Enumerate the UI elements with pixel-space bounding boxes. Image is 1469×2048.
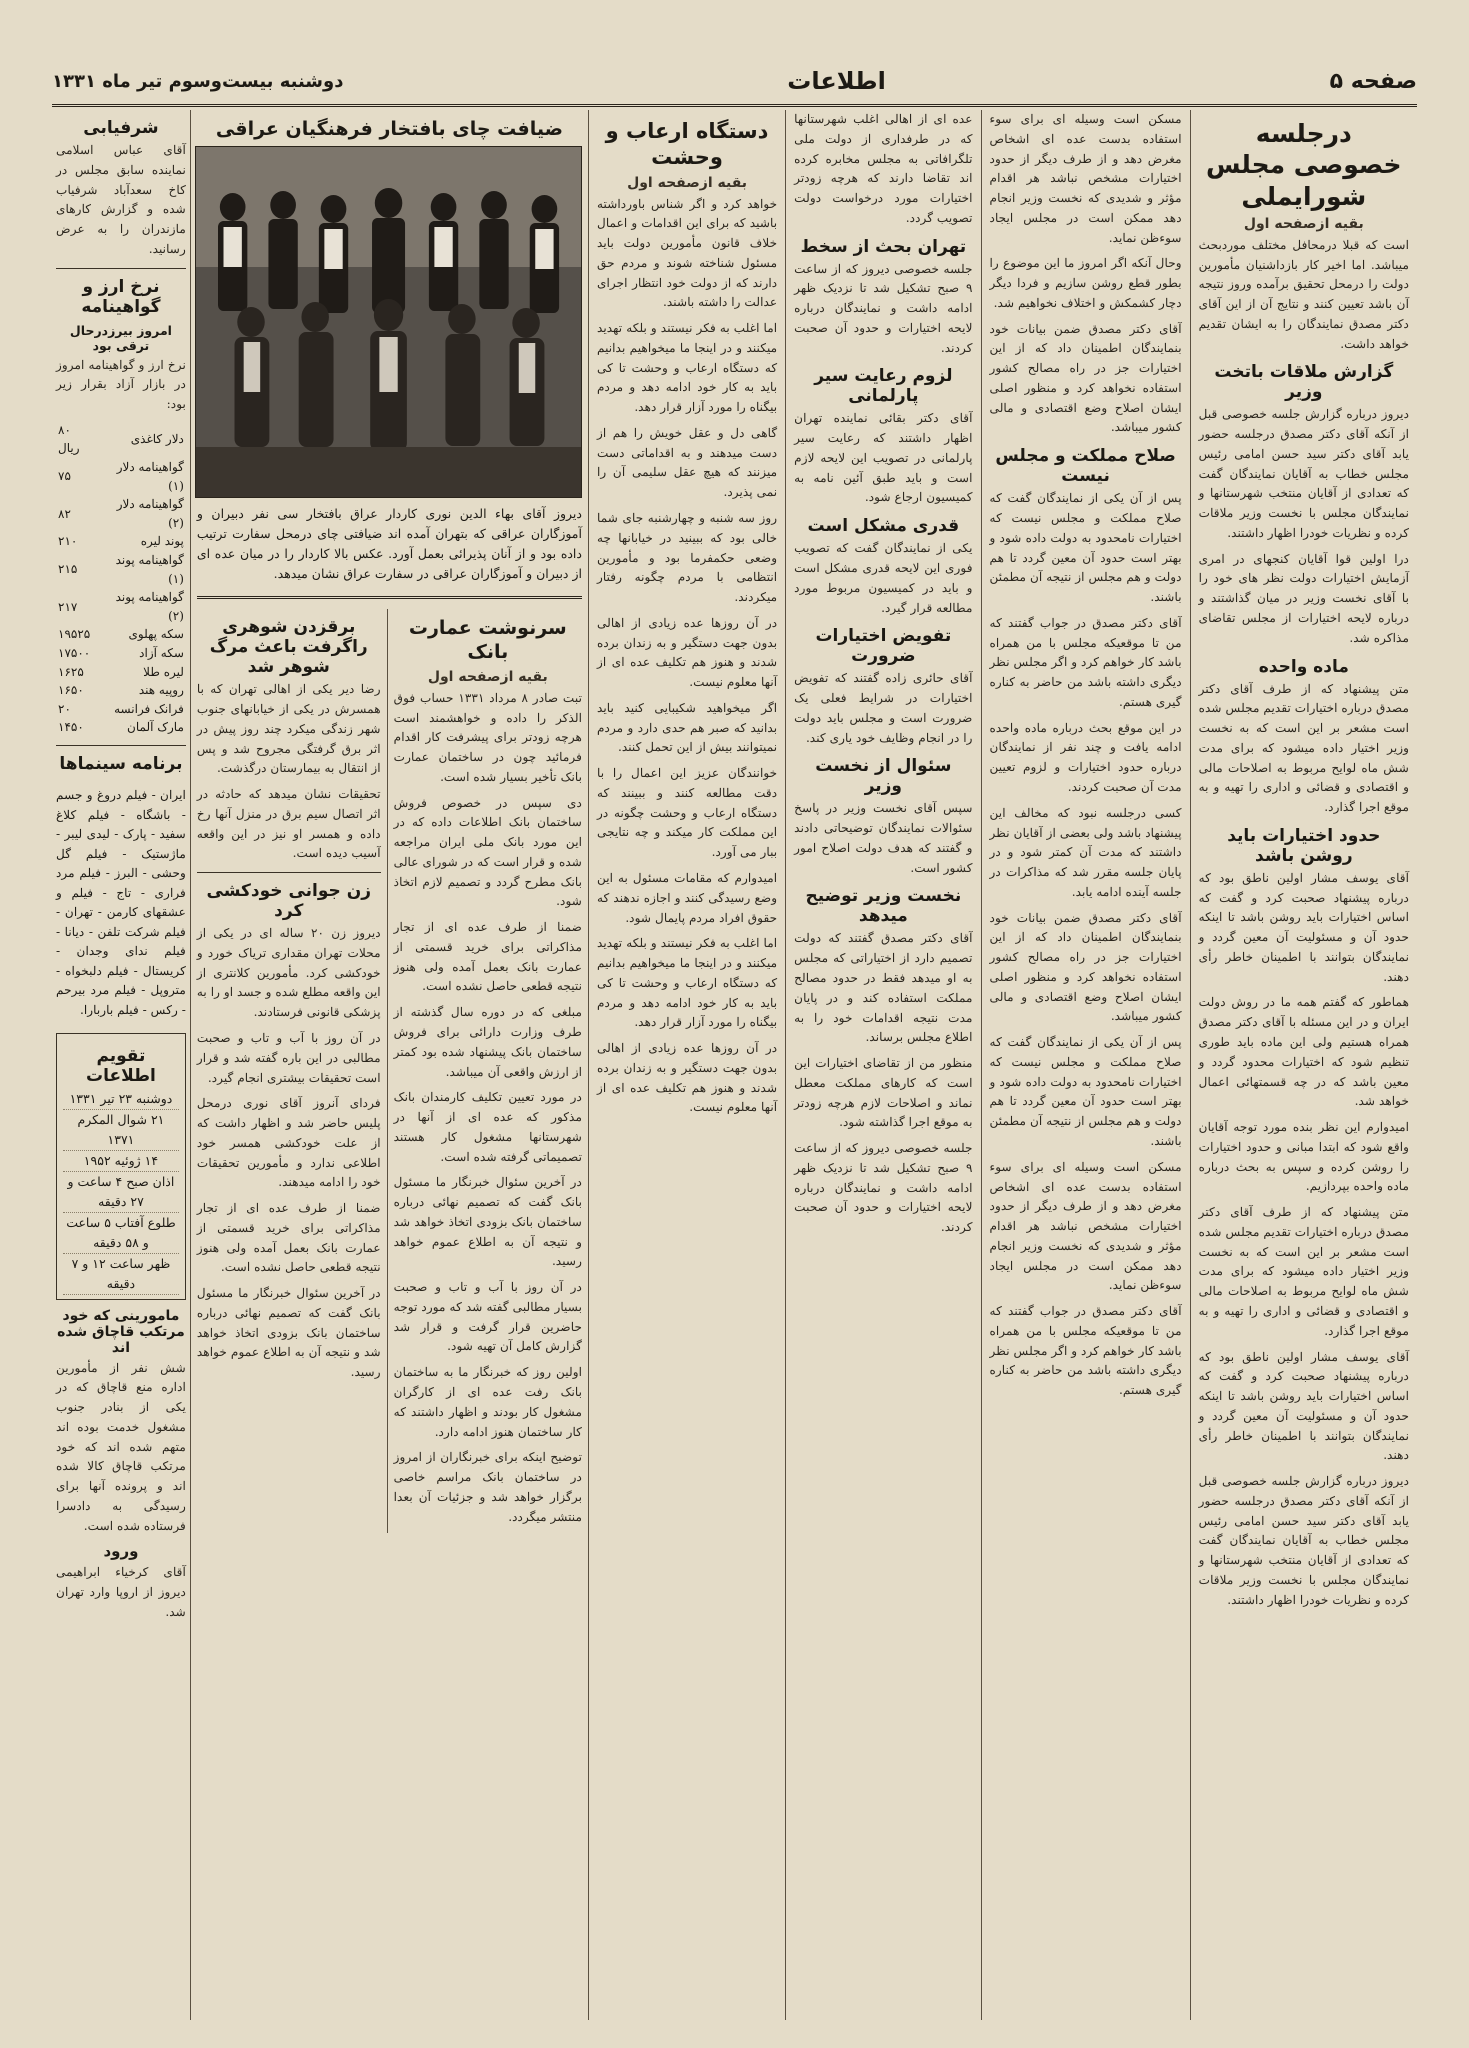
article-paragraph: رضا دیر یکی از اهالی تهران که با همسرش در یکی از خیابانهای جنوب شهر زندگی میکرد چند روز پیش در اثر برق گرفتگی مجروح شد و پس از انتقال به بیمارستان درگذشت. (196, 682, 381, 776)
article-paragraph: مسکن است وسیله ای برای سوء استفاده بدست عده ای اشخاص مغرض دهد و از طرف دیگر از حدود اختیارات مشخص نباشد هر اقدام مؤثر و شدیدی که نخست وزیر انجام دهد ممکن است در مجلس ایجاد سوءظن نماید. (989, 1159, 1182, 1293)
headline-parliament: درجلسه خصوصی مجلس شورایملی (1206, 119, 1402, 211)
story1-headline: برقزدن شوهری راگرفت باعث مرگ شوهر شد (209, 617, 368, 678)
rate-label: گواهینامه دلار (۲) (116, 497, 184, 530)
photo-headline: ضیافت چای بافتخار فرهنگیان عراقی (215, 118, 563, 140)
article-paragraph: اما اغلب به فکر نیستند و بلکه تهدید میکنند و در اینجا ما میخواهیم بدانیم که دستگاه ارعاب و وحشت تا کی باید به کار خود ادامه دهد و مردم بیگناه را مورد آزار قرار دهد. (596, 321, 778, 415)
article-paragraph: اگر میخواهید شکیبایی کنید باید بدانید که صبر هم حدی دارد و مردم نمیتوانند بیش از این تحمل کنند. (596, 700, 778, 755)
article-paragraph: آقای عباس اسلامی نماینده سابق مجلس در کاخ سعدآباد شرفیاب شده و گزارش کارهای مازندران را به عرض رسانید. (56, 143, 186, 256)
article-paragraph: دیروز درباره گزارش جلسه خصوصی قبل از آنکه آقای دکتر مصدق درجلسه حضور یابد آقای دکتر سید حسن امامی رئیس مجلس خطاب به آقایان نمایندگان گفت که تعدادی از آقایان منتخب شهرستانها و نمایندگان مجلس با نخست وزیر ملاقات کرده و نظریات خودرا اظهار داشتند. (1198, 407, 1409, 540)
rate-label: گواهینامه پوند (۱) (115, 553, 184, 586)
calendar-line: دوشنبه ۲۳ تیر ۱۳۳۱ (63, 1089, 179, 1110)
article-paragraph: در آخرین سئوال خبرنگار ما مسئول بانک گفت که تصمیم نهائی درباره ساختمان بانک بزودی اتخاذ خواهد شد و نتیجه آن به اطلاع عموم خواهد رسید. (393, 1175, 582, 1269)
article-paragraph: متن پیشنهاد که از طرف آقای دکتر مصدق درباره اختیارات تقدیم مجلس شده است مشعر بر این است که به نخست وزیر اختیار داده میشود که برای مدت شش ماه لوایح مربوط به اصلاحات مالی و اقتصادی و قضائی و اداری را تهیه و به موقع اجرا گذارد. (1198, 681, 1409, 815)
calendar-box (56, 1033, 186, 1300)
cinema-program: ایران - فیلم دروغ و جسم - باشگاه - فیلم کلاغ سفید - پارک - لیدی لیبر - ماژستیک - فیلم گل وحشی - البرز - فیلم مرد فراری - تاج - فیلم و عشقهای کارمن - تهران - فیلم شرکت تلفن - دیانا - فیلم ندای وجدان - کریستال - فیلم دلبخواه - متروپل - فیلم مرد بیرحم - رکس - فیلم باربارا. (56, 788, 186, 1017)
rates-subtitle: امروز بیرزدرحال ترقی بود (69, 322, 172, 353)
calendar-title: تقویم اطلاعات (86, 1045, 156, 1086)
article-paragraph: آقای یوسف مشار اولین ناطق بود که درباره پیشنهاد صحبت کرد و گفت که اساس اختیارات باید روشن باشد تا اینکه حدود آن و مسئولیت آن معین گردد و نمایندگان بتوانند با اطمینان خاطر رأی دهند. (1198, 870, 1409, 984)
divider (197, 596, 582, 599)
article-paragraph: خوانندگان عزیز این اعمال را با دقت مطالعه کنند و ببینند که دستگاه ارعاب و وحشت چگونه در این مملکت کار میکند و چه نتایجی ببار می آورد. (596, 766, 778, 860)
rates-note: نرخ ارز و گواهینامه امروز در بازار آزاد بقرار زیر بود: (56, 357, 186, 412)
article-paragraph: آقای دکتر مصدق در جواب گفتند که من تا موقعیکه مجلس با من همراه باشد کار خواهم کرد و اگر مجلس نظر دیگری داشته باشد من حاضر به کناره گیری هستم. (989, 615, 1182, 709)
cinema-program-title: برنامه سینماها (59, 753, 183, 774)
rate-row (56, 551, 186, 588)
rate-value: ۱۶۲۵ (58, 664, 84, 679)
article-paragraph: جلسه خصوصی دیروز که از ساعت ۹ صبح تشکیل شد تا نزدیک ظهر ادامه داشت و نمایندگان درباره لایحه اختیارات و حدود آن صحبت کردند. (794, 1141, 973, 1235)
group-photo (195, 146, 582, 498)
rate-row (56, 588, 186, 625)
article-paragraph: روز سه شنبه و چهارشنبه جای شما خالی بود که ببینید در خیابانها چه وضعی حکمفرما بود و مأمورین انتظامی با مردم چگونه رفتار میکردند. (596, 510, 778, 605)
audience-headline: شرفیابی (83, 118, 159, 138)
rate-label: فرانک فرانسه (114, 701, 184, 716)
rate-value: ۷۵ (58, 469, 71, 484)
article-paragraph: در آن روز با آب و تاب و صحبت بسیار مطالبی گفته شد که مورد توجه حاضرین قرار گرفت و قرار شد گزارش کامل آن تهیه شود. (393, 1280, 582, 1354)
article-paragraph: امیدوارم که مقامات مسئول به این وضع رسیدگی کنند و اجازه ندهند که حقوق افراد مردم پایمال شود. (596, 871, 778, 925)
column-parliament (1190, 110, 1417, 2020)
rate-value: ۲۰ (58, 701, 71, 716)
column-parliament-continued (981, 110, 1190, 2020)
story2-headline: زن جوانی خودکشی کرد (206, 881, 372, 922)
article-paragraph: آقای دکتر مصدق ضمن بیانات خود بنمایندگان اطمینان داد که از این اختیارات جز در راه مصالح کشور استفاده نخواهد کرد و منظور اصلی ایشان اصلاح وضع اقتصادی و مالی کشور میباشد. (989, 910, 1182, 1024)
article-paragraph: گاهی دل و عقل خویش را هم از دست میدهند و به اقداماتی دست میزنند که هیچ عقل سلیمی آن را نمی پذیرد. (596, 425, 778, 500)
calendar-line: ظهر ساعت ۱۲ و ۷ دقیقه (63, 1254, 179, 1295)
rate-row (56, 625, 186, 644)
rate-value: ۱۶۵۰ (58, 683, 84, 698)
rate-value: ۲۱۷ (58, 599, 78, 614)
calendar-line: ۲۱ شوال المکرم ۱۳۷۱ (63, 1110, 179, 1151)
rate-row (56, 458, 186, 495)
article-paragraph: دیروز زن ۲۰ ساله ای در یکی از محلات تهران مقداری تریاک خورد و خودکشی کرد. مأمورین کلانتری از این واقعه مطلع شده و جسد او را به پزشکی قانونی فرستادند. (196, 926, 381, 1020)
rate-label: لیره طلا (143, 664, 184, 679)
continued-label: بقیه ازصفحه اول (1243, 215, 1364, 232)
rates-title: نرخ ارز و گواهینامه (81, 276, 161, 317)
article-paragraph: مبلغی که در دوره سال گذشته از طرف وزارت دارائی برای فروش ساختمان بانک پیشنهاد شده بود کمتر از ارزش واقعی آن میباشد. (393, 1005, 582, 1079)
article-paragraph: آقای یوسف مشار اولین ناطق بود که درباره پیشنهاد صحبت کرد و گفت که اساس اختیارات باید روشن باشد تا اینکه حدود آن و مسئولیت آن معین گردد و نمایندگان بتوانند با اطمینان خاطر رأی دهند. (1198, 1349, 1409, 1463)
continued-label: بقیه ازصفحه اول (427, 668, 548, 685)
article-paragraph: آقای دکتر مصدق در جواب گفتند که من تا موقعیکه مجلس با من همراه باشد کار خواهم کرد و اگر مجلس نظر دیگری داشته باشد من حاضر به کناره گیری هستم. (989, 1304, 1182, 1398)
article-paragraph: تبت صادر ۸ مرداد ۱۳۳۱ حساب فوق الذکر را داده و خواهشمند است هرچه زودتر برای پیشرفت کار اقدام فرمائید چون در ساختمان عمارت بانک تأخیر بسیار شده است. (393, 690, 582, 784)
rate-value: ۱۹۵۲۵ (58, 627, 91, 642)
article-paragraph: متن پیشنهاد که از طرف آقای دکتر مصدق درباره اختیارات تقدیم مجلس شده است مشعر بر این است که به نخست وزیر اختیار داده میشود که برای مدت شش ماه لوایح مربوط به اصلاحات مالی و اقتصادی و قضائی و اداری را تهیه و به موقع اجرا گذارد. (1198, 1205, 1409, 1338)
page-number: صفحه ۵ (1329, 68, 1417, 94)
rate-value: ۸۰ ریال (58, 422, 80, 456)
photo-figures (196, 147, 581, 497)
rate-row (56, 495, 186, 532)
article-paragraph: آقای دکتر بقائی نماینده تهران اظهار داشتند که رعایت سیر پارلمانی در تصویب این لایحه لازم است و باید طبق آئین نامه به کمیسیون ارجاع شود. (794, 411, 973, 505)
article-paragraph: مسکن است وسیله ای برای سوء استفاده بدست عده ای اشخاص مغرض دهد و از طرف دیگر از حدود اختیارات مشخص نباشد هر اقدام مؤثر و شدیدی که نخست وزیر انجام دهد ممکن است در مجلس ایجاد سوءظن نماید. (989, 112, 1182, 245)
subheading: قدری مشکل است (807, 516, 960, 537)
article-paragraph: کسی درجلسه نبود که مخالف این پیشنهاد باشد ولی بعضی از آقایان نظر داشتند که مدت آن کمتر شود و در پایان جلسه مقرر شد که مذاکرات در جلسه آینده ادامه یابد. (989, 805, 1182, 899)
article-paragraph: اما اغلب به فکر نیستند و بلکه تهدید میکنند و در اینجا ما میخواهیم بدانیم که دستگاه ارعاب و وحشت تا کی باید به کار خود ادامه دهد و مردم بیگناه را مورد آزار قرار دهد. (596, 936, 778, 1030)
rate-label: پوند لیره (140, 534, 184, 549)
column-briefs (52, 110, 190, 2020)
article-paragraph: وحال آنکه اگر امروز ما این موضوع را بطور قطع روشن سازیم و فردا دیگر دچار کشمکش و اختلاف نخواهیم شد. (989, 256, 1182, 310)
article-paragraph: آقای کرخیاء ابراهیمی دیروز از اروپا وارد تهران شد. (56, 1565, 186, 1619)
article-paragraph: منظور من از تقاضای اختیارات این است که کارهای مملکت معطل نماند و اصلاحات لازم هرچه زودتر به موقع اجرا گذاشته شود. (794, 1056, 973, 1130)
article-paragraph: ضمنا از طرف عده ای از تجار مذاکراتی برای خرید قسمتی از عمارت بانک بعمل آمده ولی هنوز نتیجه قطعی حاصل نشده است. (196, 1201, 381, 1275)
subheading: تفویض اختیارات ضرورت (815, 626, 952, 667)
article-paragraph: تحقیقات نشان میدهد که حادثه در اثر اتصال سیم برق در منزل آنها رخ داده و همسر او نیز در این واقعه آسیب دیده است. (196, 787, 381, 861)
short-stories (197, 609, 387, 1533)
article-paragraph: پس از آن یکی از نمایندگان گفت که صلاح مملکت و مجلس نیست که اختیارات نامحدود به دولت داده شود و بهتر است حدود آن معین گردد تا هم دولت و هم مجلس از نتیجه آن مطمئن باشند. (989, 1035, 1182, 1148)
officials-headline: مامورینی که خود مرتکب قاچاق شده اند (57, 1307, 185, 1356)
rate-label: روپیه هند (138, 683, 184, 698)
article-paragraph: جلسه خصوصی دیروز که از ساعت ۹ صبح تشکیل شد تا نزدیک ظهر ادامه داشت و نمایندگان درباره لایحه اختیارات و حدود آن صحبت کردند. (794, 261, 973, 355)
headline-terror: دستگاه ارعاب و وحشت (605, 119, 769, 170)
article-paragraph: توضیح اینکه برای خبرنگاران از امروز در ساختمان بانک مراسم خاصی برگزار خواهد شد و جزئیات آن بعدا منتشر میگردد. (393, 1450, 582, 1524)
article-paragraph: دی سپس در خصوص فروش ساختمان بانک اطلاعات داده که در این مورد بانک ملی ایران مراجعه شده و قرار است که در شورای عالی بانک مطرح گردد و تصمیم لازم اتخاذ شود. (393, 795, 582, 909)
rate-row (56, 718, 186, 737)
rate-value: ۲۱۰ (58, 534, 78, 549)
rate-value: ۱۴۵۰ (58, 720, 84, 735)
subheading: نخست وزیر توضیح میدهد (805, 886, 962, 927)
rate-value: ۱۷۵۰۰ (58, 646, 91, 661)
article-paragraph: در آخرین سئوال خبرنگار ما مسئول بانک گفت که تصمیم نهائی درباره ساختمان بانک بزودی اتخاذ خواهد شد و نتیجه آن به اطلاع عموم خواهد رسید. (196, 1286, 381, 1380)
article-paragraph: سپس آقای نخست وزیر در پاسخ سئوالات نمایندگان توضیحاتی دادند و گفتند که هدف دولت اصلاح امور کشور است. (794, 801, 973, 875)
bank-article (387, 609, 582, 1533)
article-paragraph: پس از آن یکی از نمایندگان گفت که صلاح مملکت و مجلس نیست که اختیارات نامحدود به دولت داده شود و بهتر است حدود آن معین گردد تا هم دولت و هم مجلس از نتیجه آن مطمئن باشند. (989, 491, 1182, 605)
rate-label: مارک آلمان (127, 720, 184, 735)
columns (52, 110, 1417, 2020)
article-paragraph: هماطور که گفتم همه ما در روش دولت ایران و در این مسئله با آقای دکتر مصدق همراه هستیم ولی این ماده باید طوری تنظیم شود که اختیارات محدود گردد و معین باشد که در چه قسمتهائی اعمال خواهد شد. (1198, 995, 1409, 1109)
divider (197, 872, 381, 873)
article-paragraph: شش نفر از مأمورین اداره منع قاچاق که در یکی از بنادر جنوب مشغول خدمت بوده اند متهم شده اند که خود مرتکب قاچاق کالا شده اند و پرونده آنها برای رسیدگی به دادسرا فرستاده شده است. (56, 1360, 186, 1533)
calendar-line: طلوع آفتاب ۵ ساعت و ۵۸ دقیقه (63, 1213, 179, 1254)
rate-label: گواهینامه پوند (۲) (115, 590, 184, 623)
bank-headline: سرنوشت عمارت بانک (408, 617, 567, 663)
calendar-line: ۱۴ ژوئیه ۱۹۵۲ (63, 1151, 179, 1172)
article-paragraph: عده ای از اهالی اغلب شهرستانها که در طرفداری از دولت ملی تلگرافاتی به مجلس مخابره کرده اند تقاضا دارند که هرچه زودتر اختیارات مورد درخواست دولت تصویب گردد. (794, 112, 973, 225)
column-center (785, 110, 980, 2020)
article-paragraph: فردای آنروز آقای نوری درمحل پلیس حاضر شد و اظهار داشت که از علت خودکشی همسر خود اطلاعی ندارد و مأمورین تحقیقات خود را ادامه میدهند. (196, 1096, 381, 1190)
issue-date: دوشنبه بیست‌وسوم تیر ماه ۱۳۳۱ (52, 70, 344, 92)
subheading: گزارش ملاقات باتخت وزیر (1214, 362, 1394, 403)
rate-label: سکه آزاد (139, 646, 184, 661)
rate-row (56, 644, 186, 663)
rate-label: سکه پهلوی (128, 627, 184, 642)
rate-value: ۲۱۵ (58, 562, 78, 577)
arrival-title: ورود (103, 1542, 139, 1561)
rate-row (56, 700, 186, 719)
subheading: حدود اختیارات باید روشن باشد (1227, 825, 1381, 866)
article-paragraph: اولین روز که خبرنگار ما به ساختمان بانک رفت عده ای از کارگران مشغول کار بودند و اظهار داشتند که کار ساختمان هنوز ادامه دارد. (393, 1365, 582, 1439)
article-paragraph: در مورد تعیین تکلیف کارمندان بانک مذکور که عده ای از آنها در شهرستانها مشغول کار هستند تصمیماتی گرفته شده است. (393, 1090, 582, 1164)
divider (56, 268, 186, 269)
bank-row (197, 609, 582, 1533)
calendar-list (63, 1089, 179, 1295)
column-bank-and-photo (190, 110, 588, 2020)
article-paragraph: درا اولین قوا آقایان کنجهای در امری آزمایش اختیارات دولت نظر های خود را با آقای نخست وزیر در میان گذاشتند و درباره لایحه اختیارات از مجلس تقاضای مذاکره شد. (1198, 551, 1409, 645)
article-paragraph: آقای دکتر مصدق ضمن بیانات خود بنمایندگان اطمینان داد که از این اختیارات جز در راه مصالح کشور استفاده نخواهد کرد و منظور اصلی ایشان اصلاح وضع اقتصادی و مالی کشور میباشد. (989, 321, 1182, 435)
article-paragraph: آقای حائری زاده گفتند که تفویض اختیارات در شرایط فعلی یک ضرورت است و مجلس باید دولت را در انجام وظایف خود یاری کند. (794, 671, 973, 745)
rates-table (56, 421, 186, 737)
rate-row (56, 681, 186, 700)
article-paragraph: امیدوارم این نظر بنده مورد توجه آقایان واقع شود که ابتدا مبانی و حدود اختیارات را روشن کرده و سپس به بحث درباره ماده واحده بپردازیم. (1198, 1120, 1409, 1194)
subheading: تهران بحث از سخط (800, 236, 967, 257)
article-paragraph: ضمنا از طرف عده ای از تجار مذاکراتی برای خرید قسمتی از عمارت بانک بعمل آمده ولی هنوز نتیجه قطعی حاصل نشده است. (393, 920, 582, 994)
divider (56, 745, 186, 746)
article-paragraph: در آن روزها عده زیادی از اهالی بدون جهت دستگیر و به زندان برده شدند و هنوز هم تکلیف عده ای از آنها معلوم نیست. (596, 615, 778, 690)
article-paragraph: آقای دکتر مصدق گفتند که دولت تصمیم دارد از اختیاراتی که مجلس به او میدهد فقط در حدود مصالح مملکت استفاده کند و در پایان مدت نتیجه اقدامات خود را به اطلاع مجلس برساند. (794, 931, 973, 1045)
article-paragraph: دیروز درباره گزارش جلسه خصوصی قبل از آنکه آقای دکتر مصدق درجلسه حضور یابد آقای دکتر سید حسن امامی رئیس مجلس خطاب به آقایان نمایندگان گفت که تعدادی از آقایان منتخب شهرستانها و نمایندگان مجلس با نخست وزیر ملاقات کرده و نظریات خودرا اظهار داشتند. (1198, 1474, 1409, 1607)
column-terror (588, 110, 785, 2020)
photo-block (197, 118, 582, 599)
photo-caption: دیروز آقای بهاء الدین نوری کاردار عراق بافتخار سی نفر دبیران و آموزگاران عراقی که بتهران آمده اند ضیافتی چای درمحل سفارت ترتیب داده بود و از آنان پذیرائی بعمل آورد. عکس بالا کاردار را در میان عده ای از دبیران و آموزگاران عراقی در سفارت عراق نشان میدهد. (196, 505, 582, 581)
subheading: ماده واحده (1258, 656, 1349, 677)
article-paragraph: در آن روزها عده زیادی از اهالی بدون جهت دستگیر و به زندان برده شدند و هنوز هم تکلیف عده ای از آنها معلوم نیست. (596, 1041, 778, 1115)
article-paragraph: خواهد کرد و اگر شناس باورداشته باشید که برای این اقدامات و اعمال خلاف قانون مأمورین دولت باید مسئول شناخته شوند و مردم حق دارند که از دولت خود انتظار اجرای عدالت را داشته باشند. (596, 196, 778, 310)
rate-value: ۸۲ (58, 506, 71, 521)
rate-row (56, 663, 186, 682)
article-paragraph: است که قبلا درمحافل مختلف موردبحث میباشد. اما اخیر کار بازداشنیان مأمورین دولت را درمحل تحقیق برآمده وروز نتیجه آن باشد تعیین کنند و نتایج آن از این آقای دکتر مصدق نمایندگان را به ایشان تقدیم خواهد داشت. (1198, 237, 1409, 351)
newspaper-name: اطلاعات (787, 67, 886, 95)
subheading: صلاح مملکت و مجلس نیست (995, 446, 1176, 487)
subheading: لزوم رعایت سیر پارلمانی (814, 366, 953, 407)
continued-label: بقیه ازصفحه اول (627, 174, 748, 191)
article-paragraph: در آن روز با آب و تاب و صحبت مطالبی در این باره گفته شد و قرار است تحقیقات بیشتری انجام گیرد. (196, 1030, 381, 1085)
subheading: سئوال از نخست وزیر (815, 756, 952, 797)
calendar-line: اذان صبح ۴ ساعت و ۲۷ دقیقه (63, 1172, 179, 1213)
article-paragraph: یکی از نمایندگان گفت که تصویب فوری این لایحه قدری مشکل است و باید در کمیسیون مربوط مورد مطالعه قرار گیرد. (794, 541, 973, 615)
rate-row (56, 421, 186, 458)
rate-label: گواهینامه دلار (۱) (116, 460, 184, 493)
rate-row (56, 532, 186, 551)
rate-label: دلار کاغذی (130, 432, 184, 447)
article-paragraph: در این موقع بحث درباره ماده واحده ادامه یافت و چند نفر از نمایندگان درباره حدود اختیارات و لزوم تعیین مدت آن صحبت کردند. (989, 720, 1182, 794)
masthead (52, 58, 1417, 107)
